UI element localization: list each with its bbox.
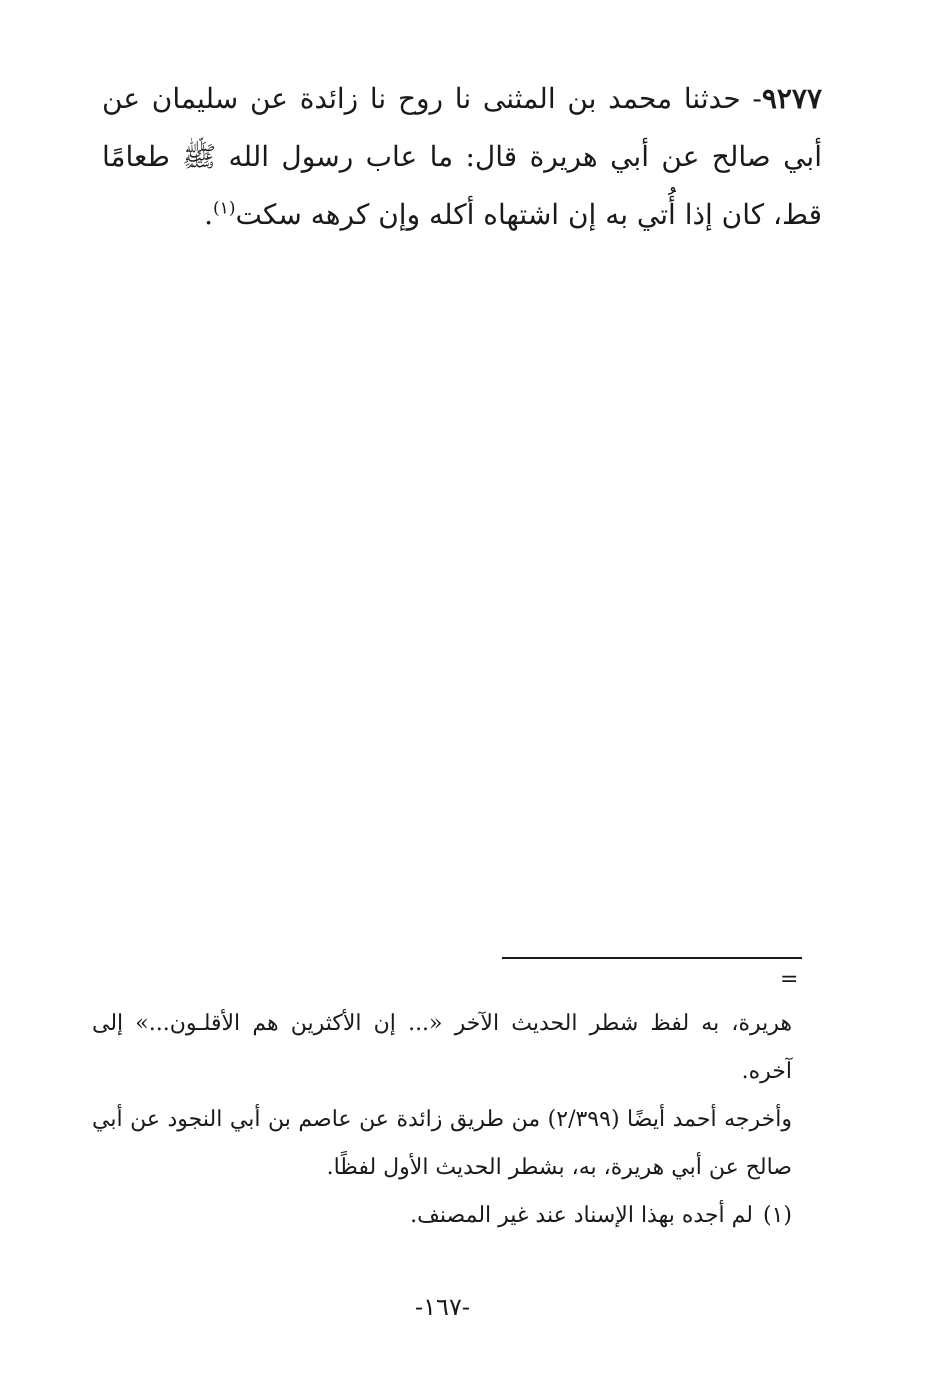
footnote-1: [92, 1192, 792, 1240]
footnote-1-number: (١): [762, 1203, 792, 1228]
hadith-end: .: [204, 198, 214, 231]
page-number: -١٦٧-: [415, 1293, 470, 1321]
hadith-body: - حدثنا محمد بن المثنى نا روح نا زائدة عن سليمان عن أبي صالح عن أبي هريرة قال: ما عاب رسول الله ﷺ طعامًا قط، كان إذا أُتي به إن اشتهاه أكله وإن كرهه سكت: [102, 82, 822, 231]
hadith-text: [102, 70, 822, 244]
hadith-number: ٩٢٧٧: [761, 82, 822, 115]
footnote-continued-paragraph: هريرة، به لفظ شطر الحديث الآخر «... إن الأكثرين هم الأقلـون...» إلى آخره.: [92, 1011, 792, 1084]
continuation-mark: =: [780, 967, 799, 992]
footnote-paragraph: وأخرجه أحمد أيضًا (٢/٣٩٩) من طريق زائدة عن عاصم بن أبي النجود عن أبي صالح عن أبي هريرة، به، بشطر الحديث الأول لفظًا.: [92, 1107, 792, 1180]
footnote-marker[interactable]: (١): [213, 198, 236, 219]
footnotes: [92, 1000, 792, 1240]
footnote-1-text: لم أجده بهذا الإسناد عند غير المصنف.: [410, 1203, 753, 1228]
footnote-divider: [502, 957, 802, 959]
